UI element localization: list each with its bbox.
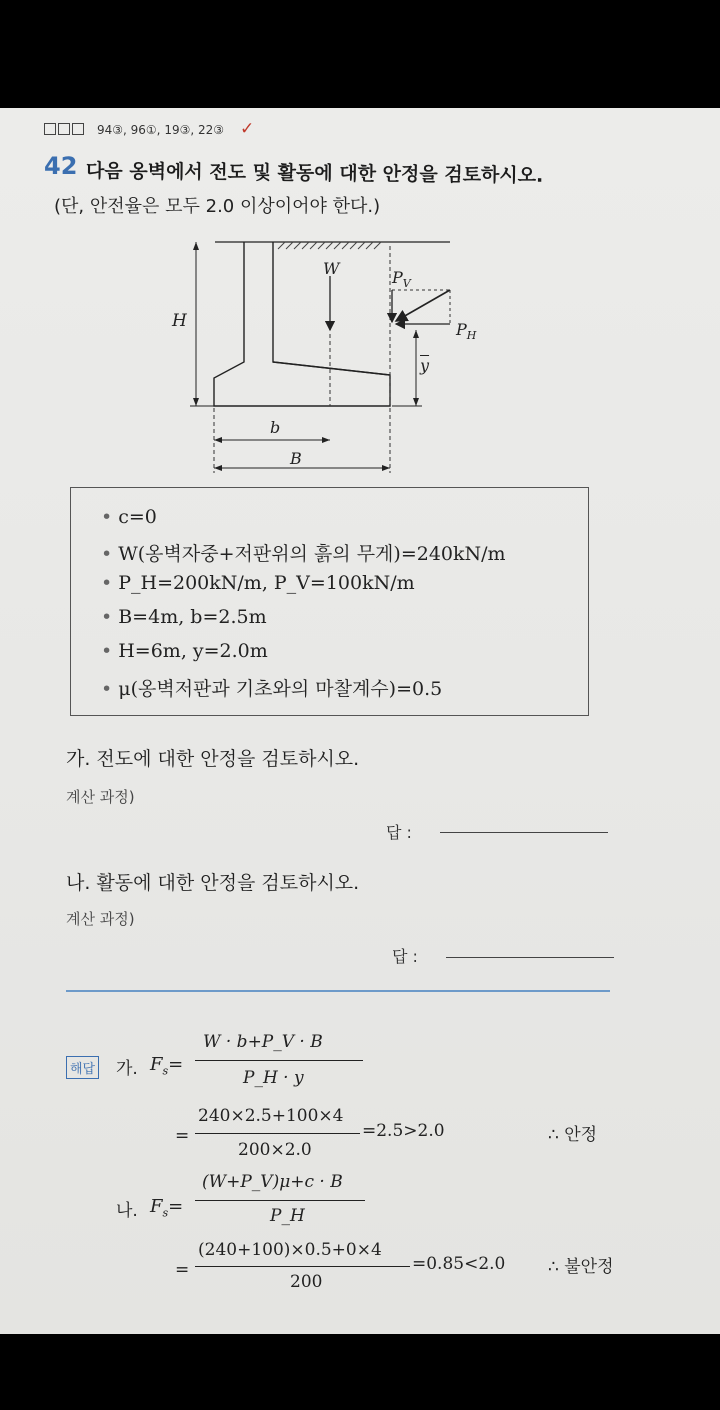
- fraction-line: [195, 1266, 410, 1267]
- checkbox-2[interactable]: [58, 123, 70, 135]
- solution-a-label: 가.: [116, 1059, 138, 1079]
- fraction-line: [195, 1133, 360, 1134]
- answer-blank-a[interactable]: [440, 832, 608, 833]
- given-item: • c=0: [101, 506, 157, 528]
- solution-b-label: 나.: [116, 1201, 138, 1221]
- a-den-values: 200×2.0: [238, 1140, 312, 1160]
- b-conclusion: ∴ 불안정: [548, 1257, 614, 1277]
- given-data-box: [70, 487, 589, 716]
- fraction-line: [195, 1060, 363, 1061]
- given-item: • B=4m, b=2.5m: [101, 606, 267, 628]
- checkbox-1[interactable]: [44, 123, 56, 135]
- label-H: H: [172, 311, 187, 331]
- a-num-values: 240×2.5+100×4: [198, 1106, 344, 1126]
- question-a: 가. 전도에 대한 안정을 검토하시오.: [66, 748, 360, 770]
- exam-references: 94③, 96①, 19③, 22③: [97, 123, 224, 137]
- work-label-b: 계산 과정): [66, 910, 135, 928]
- fraction-line: [195, 1200, 365, 1201]
- answer-label-b: 답 :: [392, 947, 418, 966]
- solution-badge: 해답: [66, 1056, 99, 1079]
- checkbox-3[interactable]: [72, 123, 84, 135]
- work-label-a: 계산 과정): [66, 788, 135, 806]
- equals-sign: =: [175, 1126, 190, 1146]
- label-y-bar: $\overline{y}$: [420, 356, 430, 375]
- label-PV: $P_V$: [392, 268, 411, 291]
- fs-symbol-b: $F_s=$: [150, 1196, 184, 1220]
- a-conclusion: ∴ 안정: [548, 1125, 598, 1145]
- problem-title: 다음 옹벽에서 전도 및 활동에 대한 안정을 검토하시오.: [85, 160, 544, 187]
- answer-label-a: 답 :: [386, 823, 412, 842]
- label-W: W: [323, 259, 340, 278]
- a-result: =2.5>2.0: [362, 1121, 445, 1141]
- textbook-page: [0, 108, 720, 1334]
- check-mark-icon: ✓: [240, 119, 255, 139]
- problem-condition: (단, 안전율은 모두 2.0 이상이어야 한다.): [54, 196, 381, 217]
- given-item: • P_H=200kN/m, P_V=100kN/m: [101, 572, 415, 594]
- b-numerator: (W+P_V)μ+c · B: [202, 1172, 343, 1192]
- given-item: • W(옹벽자중+저판위의 흙의 무게)=240kN/m: [101, 543, 506, 565]
- problem-number: 42: [44, 152, 78, 180]
- given-item: • μ(옹벽저판과 기초와의 마찰계수)=0.5: [101, 678, 443, 700]
- label-b: b: [270, 418, 281, 437]
- solution-divider: [66, 990, 610, 992]
- b-denominator: P_H: [270, 1206, 305, 1226]
- b-den-values: 200: [290, 1272, 323, 1292]
- label-B: B: [290, 449, 302, 468]
- equals-sign: =: [175, 1260, 190, 1280]
- given-item: • H=6m, y=2.0m: [101, 640, 268, 662]
- fs-symbol-a: $F_s=$: [150, 1054, 184, 1078]
- review-checkboxes[interactable]: [44, 123, 86, 137]
- question-b: 나. 활동에 대한 안정을 검토하시오.: [66, 872, 360, 894]
- a-denominator: P_H · y: [243, 1068, 304, 1088]
- label-PH: $P_H$: [456, 320, 477, 343]
- b-num-values: (240+100)×0.5+0×4: [198, 1240, 382, 1260]
- b-result: =0.85<2.0: [412, 1254, 506, 1274]
- a-numerator: W · b+P_V · B: [203, 1032, 323, 1052]
- answer-blank-b[interactable]: [446, 957, 614, 958]
- base-dimensions: [205, 408, 405, 478]
